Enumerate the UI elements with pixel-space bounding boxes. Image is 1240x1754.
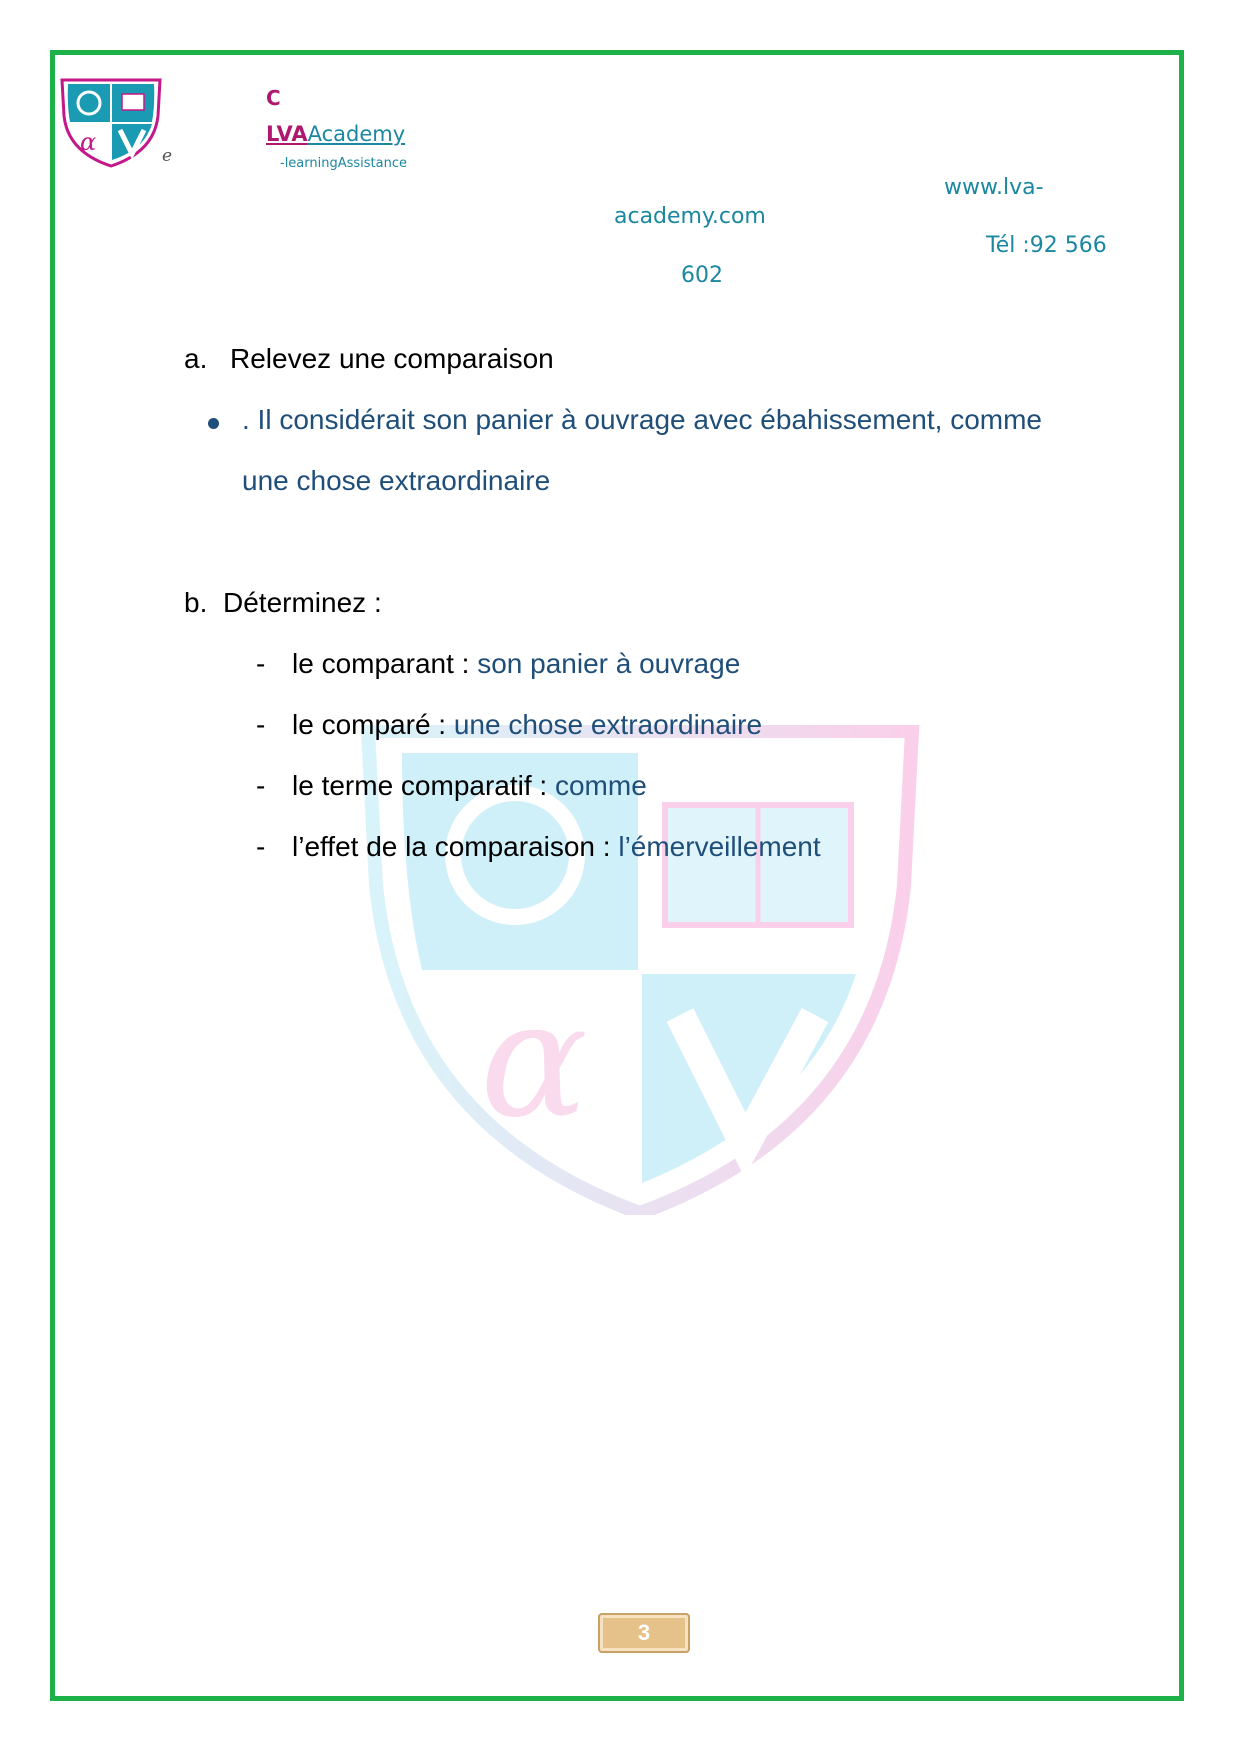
item-answer: une chose extraordinaire [453, 709, 763, 740]
list-item-terme-comparatif [256, 770, 647, 802]
item-answer: l’émerveillement [618, 831, 821, 862]
svg-text:α: α [480, 966, 589, 1153]
telephone-rest: 602 [681, 263, 723, 288]
lva-shield-logo [58, 76, 164, 168]
brand-academy: Academy [307, 122, 406, 146]
logo-letter: e [162, 146, 173, 166]
brand-tagline: -learningAssistance [280, 156, 407, 171]
item-answer: comme [554, 770, 647, 801]
page-number: 3 [598, 1613, 690, 1653]
brand-initial: C [266, 86, 281, 110]
question-b-text: Déterminez : [223, 587, 382, 618]
dash-marker: - [256, 770, 266, 801]
item-label: le terme comparatif : [292, 770, 555, 801]
dash-marker: - [256, 831, 266, 862]
dash-marker: - [256, 709, 266, 740]
question-b [184, 587, 382, 619]
brand-lva: LVA [266, 122, 308, 146]
item-answer: son panier à ouvrage [477, 648, 741, 679]
question-a [184, 343, 554, 375]
website-part-1: www.lva- [944, 175, 1044, 200]
website-part-2: academy.com [614, 204, 766, 229]
answer-a-line-2: une chose extraordinaire [242, 465, 551, 496]
list-item-comparant [256, 648, 740, 680]
list-item-effet [256, 831, 821, 863]
dash-marker: - [256, 648, 266, 679]
item-label: l’effet de la comparaison : [292, 831, 619, 862]
bullet-icon [208, 418, 219, 429]
question-b-marker: b. [184, 587, 208, 618]
question-a-marker: a. [184, 343, 208, 374]
item-label: le comparé : [292, 709, 454, 740]
telephone: Tél :92 566 [986, 233, 1107, 258]
question-a-text: Relevez une comparaison [230, 343, 554, 374]
answer-a-line-1: . Il considérait son panier à ouvrage avec ébahissement, comme [242, 404, 1042, 435]
item-label: le comparant : [292, 648, 478, 679]
svg-text:α: α [80, 128, 97, 156]
brand-name [266, 122, 405, 146]
list-item-compare [256, 709, 762, 741]
